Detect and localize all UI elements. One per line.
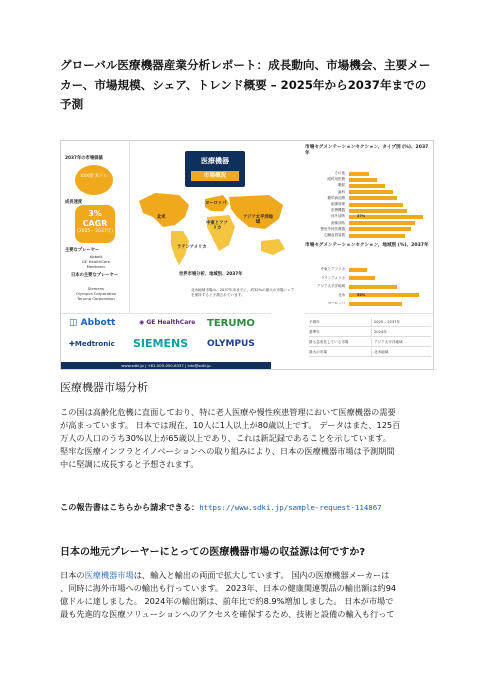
table-row xyxy=(309,318,431,327)
bar-row xyxy=(305,233,431,238)
region-label-apac: アジア太平洋地域 xyxy=(243,215,273,225)
section2-line: 最も先進的な医療ソリューションへのアクセスを確保するため、技術と設備の輸入も行って xyxy=(60,609,395,619)
market-value-label: 2037年の市場価値 xyxy=(65,156,103,161)
infographic-subtitle: 市場概況 xyxy=(191,171,239,181)
table-value: 2024年 xyxy=(371,328,434,336)
bar-row xyxy=(305,293,431,298)
bar-label: 整形外科医療器 xyxy=(320,226,345,231)
bar-label: 画像診断 xyxy=(331,220,345,225)
bar-label: 北米 xyxy=(338,292,345,297)
cagr-label: CAGR xyxy=(82,219,108,228)
medtronic-mark-icon: ✚ xyxy=(69,340,75,348)
bar-row xyxy=(305,267,431,272)
siemens-logo: SIEMENS xyxy=(133,337,189,350)
section2-text: は、輸入と輸出の両面で拡大しています。 国内の医療機器メーカーは xyxy=(133,570,390,580)
market-value-bubble xyxy=(75,165,113,195)
abbott-logo xyxy=(69,318,115,328)
table-row xyxy=(309,348,431,357)
cagr-box xyxy=(75,205,115,243)
infographic-header xyxy=(185,151,245,187)
section2-text: 日本の xyxy=(60,570,85,580)
map-caption: 世界市場分析、地域別、2037年 xyxy=(179,272,243,277)
table-row xyxy=(309,338,431,347)
section2-line: 億ドルに達しました。 2024年の輸出額は、前年比で約8.9%増加しました。 日本が市場で xyxy=(60,596,394,606)
bar xyxy=(349,203,403,207)
north-america-shape xyxy=(139,193,189,227)
bar xyxy=(349,302,402,306)
table-key: 最も急成長している市場 xyxy=(309,340,349,344)
bar-row xyxy=(305,208,431,213)
table-value: 北米地域 xyxy=(371,348,434,356)
oceania-shape xyxy=(261,239,285,255)
bar xyxy=(349,276,375,280)
bar-label: 眼科用医療 xyxy=(327,177,345,182)
bar xyxy=(349,209,407,213)
bar-row xyxy=(305,227,431,232)
bar-row xyxy=(305,276,431,281)
segmentation-panel xyxy=(301,141,433,313)
infographic-left-panel xyxy=(61,141,130,313)
bar xyxy=(349,172,369,176)
bar xyxy=(349,268,367,272)
jp-players-list: Siemens Olympus Corporation Terumo Corporation xyxy=(75,286,117,301)
abbott-logo-text: Abbott xyxy=(80,318,116,328)
section2-line: 、同時に海外市場への輸出も行っています。 2023年、日本の健康関連製品の輸出額は約94 xyxy=(60,583,397,593)
section1-line: 万人の人口のうち30%以上が65歳以上であり、これは新記録であることを示しています。 xyxy=(60,433,391,443)
bar xyxy=(349,190,393,194)
bar-label: 中東とアフリカ xyxy=(320,267,345,271)
bar-label: 聴覚 xyxy=(338,183,345,188)
bar-row xyxy=(305,196,431,201)
bar xyxy=(349,184,385,188)
section1-line: 堅牢な医療インフラとイノベーションへの取り組みにより、日本の医療機器市場は予測期間 xyxy=(60,446,395,456)
bar-value-label: 37% xyxy=(357,214,366,219)
olympus-logo: OLYMPUS xyxy=(207,339,255,349)
type-chart-title: 市場セグメンテーションセクション、タイプ別 (%)、2037年 xyxy=(305,145,429,156)
bar xyxy=(349,221,415,225)
section2-heading: 日本の地元プレーヤーにとっての医療機器市場の収益源は何ですか? xyxy=(60,547,366,558)
bar-label: 歯科 xyxy=(338,189,345,194)
bar-value-label: 32% xyxy=(357,292,366,297)
ge-logo-text: GE HealthCare xyxy=(146,319,196,326)
abbott-mark-icon: ◫ xyxy=(69,318,78,328)
bar-label: 創傷管理 xyxy=(331,202,345,206)
bar-row xyxy=(305,183,431,188)
ge-healthcare-logo xyxy=(139,319,195,326)
section1-line: が高まっています。 日本では現在、10人に1人以上が80歳以上です。 データはまた、125百 xyxy=(60,420,401,430)
region-chart-title: 市場セグメンテーションセクション、地域別 (%)、2037年 xyxy=(305,243,429,248)
bar xyxy=(349,234,405,238)
infographic-map-panel xyxy=(129,141,301,313)
terumo-logo: TERUMO xyxy=(207,318,255,329)
bar-label: アジア太平洋地域 xyxy=(317,284,345,288)
jp-players-label: 日本の主要なプレーヤー xyxy=(71,273,119,278)
market-infographic xyxy=(60,140,434,370)
bar-label: 医療機器 xyxy=(331,208,345,213)
contact-bar: www.sdki.jp | +81-505-050-8337 | info@sdki.jp xyxy=(61,362,271,370)
region-label-europe: ヨーロッパ xyxy=(205,201,227,206)
market-value-text: XXX億 米ドル xyxy=(80,174,108,179)
sample-request-line xyxy=(60,501,432,514)
section1-body xyxy=(60,406,432,471)
bar-label: ラテンアメリカ xyxy=(320,275,345,280)
section2-line xyxy=(60,569,432,582)
region-label-latam: ラテンアメリカ xyxy=(177,245,207,250)
bar xyxy=(349,285,397,289)
region-label-mea: 中東とアフリカ xyxy=(206,221,228,231)
medical-device-market-link[interactable]: 医療機器市場 xyxy=(84,570,134,580)
section1-line: この国は高齢化危機に直面しており、特に老人医療や慢性疾患管理において医療機器の需要 xyxy=(60,407,396,417)
section2-body xyxy=(60,569,432,621)
bar xyxy=(349,196,397,200)
section1-heading: 医療機器市場分析 xyxy=(60,381,148,394)
cagr-value: 3% xyxy=(88,209,102,218)
company-logos xyxy=(61,313,271,370)
bar xyxy=(349,227,411,231)
medtronic-logo-text: Medtronic xyxy=(74,340,115,348)
growth-label: 成長速度 xyxy=(65,200,83,205)
bar-row xyxy=(305,214,431,219)
region-label-north-america: 北米 xyxy=(157,215,166,220)
bar-row xyxy=(305,171,431,176)
players-list: Abbott GE HealthCare Medtronic xyxy=(82,254,110,269)
sample-request-label: この報告書はこちらから請求できる： xyxy=(60,502,200,512)
ge-mark-icon: ◉ xyxy=(139,319,145,326)
map-note: 北米地域市場は、2037年末までに、約32%の最大の市場シェアを保持すると予測されています。 xyxy=(191,288,295,297)
players-label: 主要なプレーヤー xyxy=(65,248,100,253)
bar-row xyxy=(305,190,431,195)
table-key: 最大の市場 xyxy=(309,350,327,354)
bar-row xyxy=(305,202,431,207)
table-row xyxy=(309,328,431,337)
table-key: 基準年 xyxy=(309,330,320,334)
sample-request-link[interactable]: https://www.sdki.jp/sample-request-114867 xyxy=(199,503,382,512)
medtronic-logo xyxy=(69,340,115,348)
table-key: 予測年 xyxy=(309,320,320,324)
report-title: グローバル医療機器産業分析レポート：成長動向、市場機会、主要メーカー、市場規模、シェア、トレンド概要 – 2025年から2037年までの予測 xyxy=(60,58,431,111)
section1-line: 中に堅調に成長すると予想されます。 xyxy=(60,459,199,469)
bar-row xyxy=(305,221,431,226)
infographic-title: 医療機器 xyxy=(201,157,229,165)
facts-table xyxy=(305,313,433,370)
bar-label: ヨーロッパ xyxy=(327,301,345,305)
bar-row xyxy=(305,284,431,289)
bar-label: 糖尿病治療 xyxy=(327,195,345,200)
bar-label: 心臓血管装置 xyxy=(324,233,345,237)
table-value: 2025 – 2037年 xyxy=(371,318,434,326)
bar-row xyxy=(305,301,431,306)
bar-row xyxy=(305,177,431,182)
cagr-period: (2025 – 2037年) xyxy=(76,229,114,234)
bar-label: 体外診断 xyxy=(331,214,345,219)
table-value: アジア太平洋地域 xyxy=(371,338,434,346)
bar xyxy=(349,178,377,182)
bar-label: その他 xyxy=(334,171,345,175)
